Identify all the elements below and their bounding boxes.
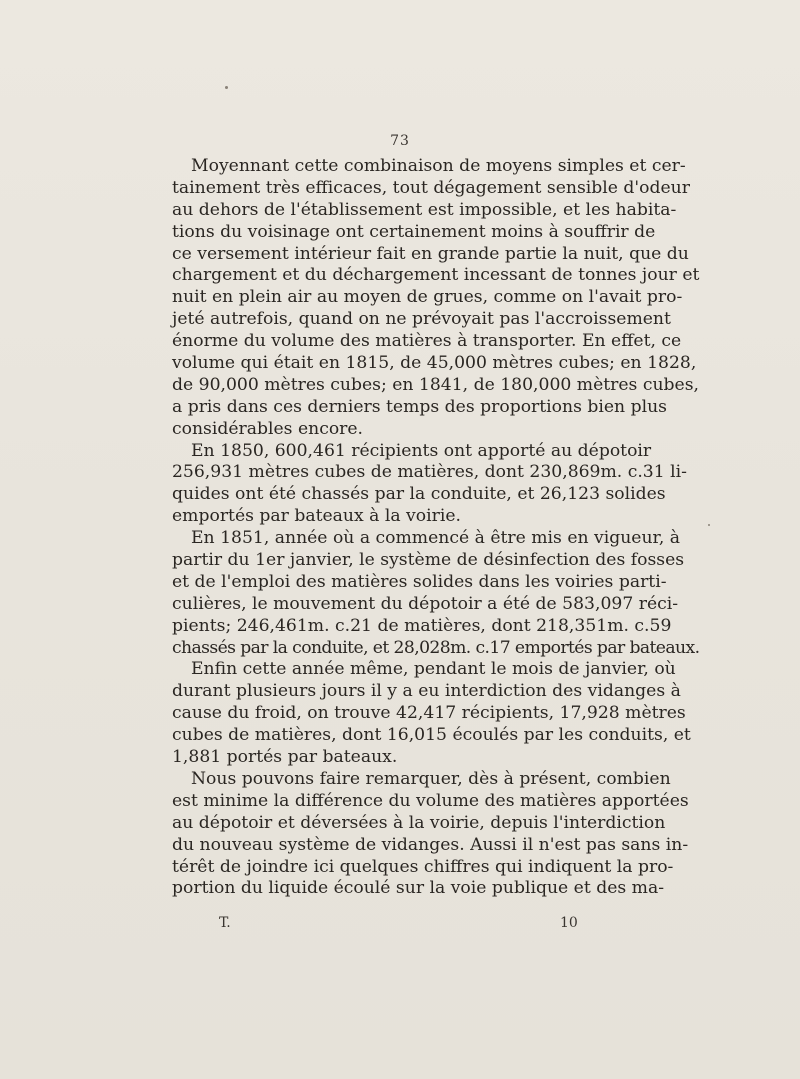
text-line: tainement très efficaces, tout dégagement sensible d'odeur [172, 177, 690, 198]
text-line: pients; 246,461m. c.21 de matières, dont 218,351m. c.59 [172, 615, 672, 636]
text-line: 256,931 mètres cubes de matières, dont 230,869m. c.31 li- [172, 462, 687, 483]
text-line: partir du 1er janvier, le système de désinfection des fosses [172, 550, 685, 571]
text-line: cubes de matières, dont 16,015 écoulés par les conduits, et [172, 725, 691, 746]
text-line: de 90,000 mètres cubes; en 1841, de 180,000 mètres cubes, [172, 374, 699, 395]
text-line: Moyennant cette combinaison de moyens simples et cer- [191, 156, 686, 176]
text-line: est minime la différence du volume des matières apportées [172, 790, 689, 811]
text-line: au dehors de l'établissement est impossible, et les habita- [172, 199, 677, 220]
text-line: énorme du volume des matières à transporter. En effet, ce [172, 331, 682, 352]
text-line: En 1850, 600,461 récipients ont apporté au dépotoir [191, 440, 652, 461]
text-line: 1,881 portés par bateaux. [172, 747, 398, 768]
text-line: au dépotoir et déversées à la voirie, depuis l'interdiction [172, 812, 666, 833]
text-line: En 1851, année où a commencé à être mis en vigueur, à [191, 528, 681, 549]
text-line: a pris dans ces derniers temps des proportions bien plus [172, 396, 667, 417]
text-line: durant plusieurs jours il y a eu interdiction des vidanges à [172, 681, 681, 702]
text-line: nuit en plein air au moyen de grues, comme on l'avait pro- [172, 287, 683, 308]
text-line: et de l'emploi des matières solides dans les voiries parti- [172, 571, 667, 592]
page-number: 73 [390, 133, 410, 149]
paragraph [172, 156, 700, 441]
paragraph [172, 440, 687, 529]
text-line: cause du froid, on trouve 42,417 récipients, 17,928 mètres [172, 703, 686, 724]
text-line: Nous pouvons faire remarquer, dès à présent, combien [191, 768, 671, 789]
ink-speck [225, 86, 228, 89]
text-line: chargement et du déchargement incessant de tonnes jour et [172, 265, 700, 286]
text-line: volume qui était en 1815, de 45,000 mètres cubes; en 1828, [172, 353, 697, 374]
paragraph [172, 659, 691, 768]
text-line: jeté autrefois, quand on ne prévoyait pas l'accroissement [172, 309, 671, 330]
paragraph [172, 528, 700, 659]
paragraph [172, 768, 689, 900]
text-line: Enfin cette année même, pendant le mois de janvier, où [191, 659, 676, 680]
text-line: emportés par bateaux à la voirie. [172, 506, 461, 527]
text-line: ce versement intérieur fait en grande partie la nuit, que du [172, 243, 689, 264]
ink-speck [708, 524, 710, 526]
folio-number: 10 [560, 915, 578, 931]
signature-mark: T. [219, 915, 231, 931]
text-line: considérables encore. [172, 418, 364, 439]
text-line: tions du voisinage ont certainement moins à souffrir de [172, 221, 656, 242]
text-line: du nouveau système de vidanges. Aussi il n'est pas sans in- [172, 834, 689, 855]
text-line: portion du liquide écoulé sur la voie publique et des ma- [172, 878, 665, 899]
text-line: quides ont été chassés par la conduite, et 26,123 solides [172, 484, 666, 505]
text-line: culières, le mouvement du dépotoir a été de 583,097 réci- [172, 593, 679, 614]
text-line: chassés par la conduite, et 28,028m. c.17 emportés par bateaux. [172, 637, 700, 658]
text-line: térêt de joindre ici quelques chiffres qui indiquent la pro- [172, 856, 674, 877]
body-text [172, 156, 700, 900]
